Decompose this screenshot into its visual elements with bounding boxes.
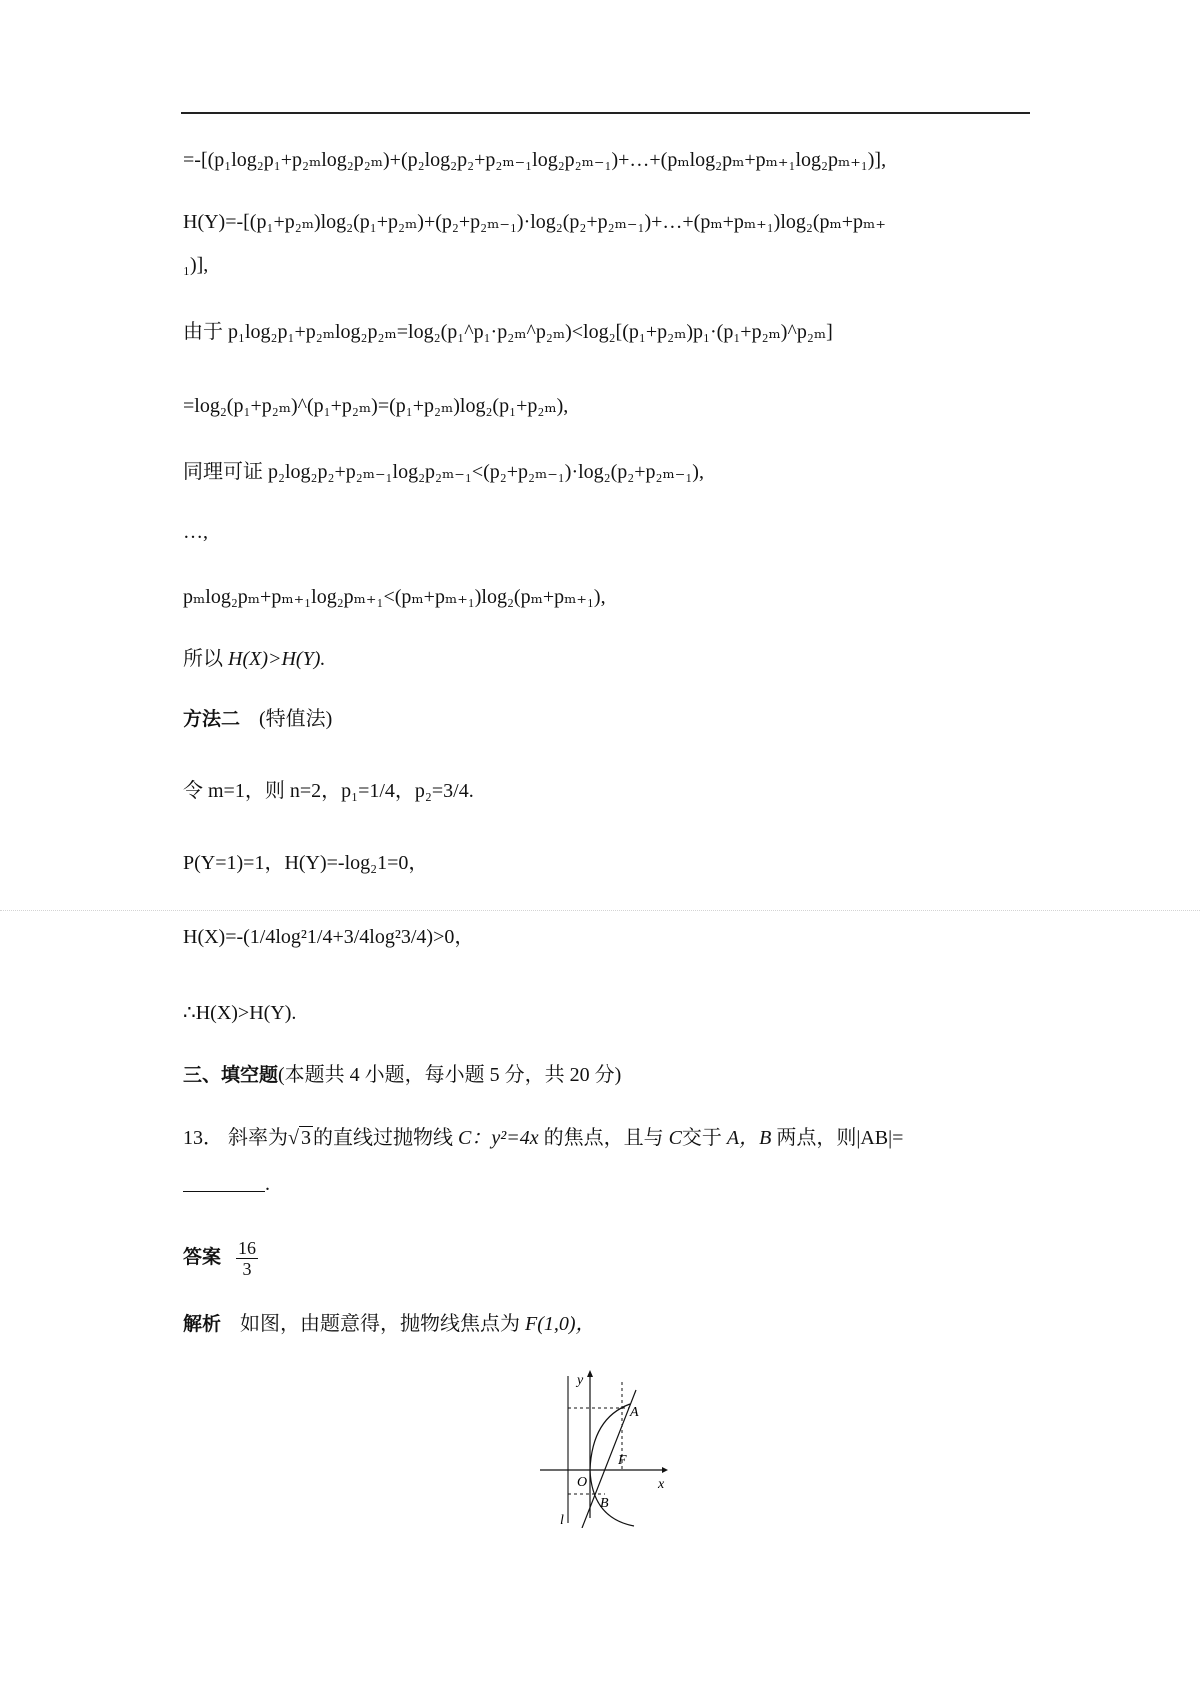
proof-line-13: H(X)=-(1/4log²1/4+3/4log²3/4)>0， xyxy=(183,926,475,948)
label-A: A xyxy=(630,1405,639,1420)
label-x: x xyxy=(658,1477,665,1492)
label-y: y xyxy=(577,1373,584,1388)
x-axis-arrow xyxy=(662,1467,668,1473)
answer-blank xyxy=(183,1173,265,1192)
answer-fraction: $\frac{16}{3}$ xyxy=(238,1238,257,1279)
analysis-line: 解析 如图，由题意得，抛物线焦点为 F(1,0)， xyxy=(183,1313,596,1335)
label-l: l xyxy=(560,1513,564,1528)
proof-line-12: P(Y=1)=1，H(Y)=-log₂1=0， xyxy=(183,852,429,874)
parabola-figure xyxy=(530,1368,670,1528)
y-axis-arrow xyxy=(587,1370,593,1377)
proof-line-11: 令 m=1，则 n=2，p₁=1/4，p₂=3/4. xyxy=(183,780,474,802)
proof-line-14: ∴H(X)>H(Y). xyxy=(183,1002,297,1024)
proof-line-1: =-[(p₁log₂p₁+p₂ₘlog₂p₂ₘ)+(p₂log₂p₂+p₂ₘ₋₁log₂p₂ₘ₋₁)+…+(pₘlog₂pₘ+pₘ₊₁log₂pₘ₊₁)], xyxy=(183,149,887,171)
answer-blank-line: . xyxy=(183,1170,270,1198)
sqrt-three: 3 xyxy=(300,1127,311,1149)
page-fold-line xyxy=(0,910,1200,911)
proof-line-5: =log₂(p₁+p₂ₘ)^(p₁+p₂ₘ)=(p₁+p₂ₘ)log₂(p₁+p₂ₘ), xyxy=(183,395,569,417)
proof-line-9: 所以 H(X)>H(Y). xyxy=(183,648,326,670)
label-F: F xyxy=(618,1453,627,1468)
header-rule xyxy=(181,112,1030,114)
parabola-curve xyxy=(590,1404,634,1526)
proof-line-4: 由于 p₁log₂p₁+p₂ₘlog₂p₂ₘ=log₂(p₁^p₁·p₂ₘ^p₂ₘ)<log₂[(p₁+p₂ₘ)p₁·(p₁+p₂ₘ)^p₂ₘ] xyxy=(183,321,833,343)
proof-line-6: 同理可证 p₂log₂p₂+p₂ₘ₋₁log₂p₂ₘ₋₁<(p₂+p₂ₘ₋₁)·log₂(p₂+p₂ₘ₋₁), xyxy=(183,461,704,483)
label-O: O xyxy=(577,1475,588,1490)
question-13: 13． 斜率为√ 3 的直线过抛物线 C：y²=4x 的焦点，且与 C交于 A，B 两点，则|AB|= xyxy=(183,1127,904,1149)
proof-line-3: ₁)], xyxy=(183,254,209,276)
answer-line: 答案 $\frac{16}{3}$ xyxy=(183,1238,257,1279)
label-B: B xyxy=(600,1496,609,1511)
proof-line-8: pₘlog₂pₘ+pₘ₊₁log₂pₘ₊₁<(pₘ+pₘ₊₁)log₂(pₘ+pₘ₊₁), xyxy=(183,586,606,608)
proof-line-2: H(Y)=-[(p₁+p₂ₘ)log₂(p₁+p₂ₘ)+(p₂+p₂ₘ₋₁)·log₂(p₂+p₂ₘ₋₁)+…+(pₘ+pₘ₊₁)log₂(pₘ+pₘ₊ xyxy=(183,211,886,233)
method-two-heading: 方法二 (特值法) xyxy=(183,708,333,730)
proof-line-7: …, xyxy=(183,521,208,543)
section-three-heading: 三、填空题(本题共 4 小题，每小题 5 分，共 20 分) xyxy=(183,1064,622,1086)
